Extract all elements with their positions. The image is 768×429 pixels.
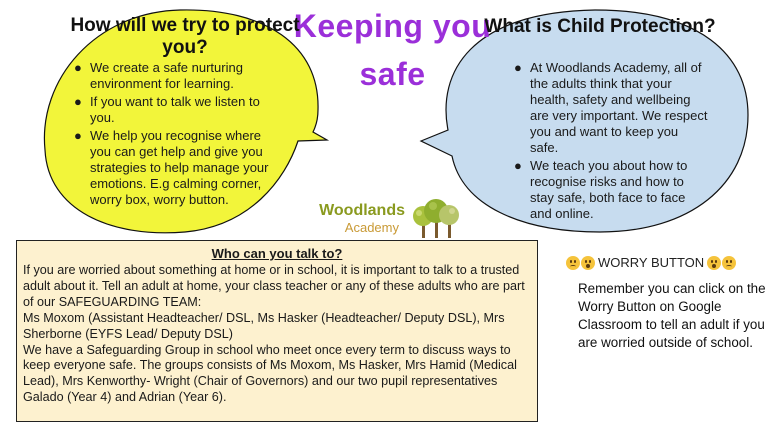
- worry-button-text: Remember you can click on the Worry Button on Google Classroom to tell an adult if you are worried outside of school.: [578, 281, 766, 350]
- list-item-text: We create a safe nurturing environment for learning.: [90, 60, 243, 91]
- worried-face-icon: [566, 256, 580, 270]
- list-item: [508, 158, 708, 222]
- who-can-you-talk-to-box: [16, 240, 538, 422]
- list-item-text: At Woodlands Academy, all of the adults think that your health, safety and wellbeing are very important. We respect you and want to keep you safe.: [530, 60, 708, 155]
- trees-icon: [407, 196, 463, 240]
- left-bubble-heading: How will we try to protect you?: [70, 15, 300, 58]
- talk-box-heading: Who can you talk to?: [211, 246, 343, 261]
- worry-button-heading: [566, 254, 766, 272]
- sad-face-icon: [722, 256, 736, 270]
- list-item: [68, 94, 278, 126]
- logo-name: Woodlands: [319, 202, 405, 219]
- anxious-face-icon: [707, 256, 721, 270]
- talk-box-body: [23, 263, 531, 406]
- left-bubble-list: [68, 60, 278, 210]
- safeguarding-staff-list: Ms Moxom (Assistant Headteacher/ DSL, Ms Hasker (Headteacher/ Deputy DSL), Mrs Sherborne (EYFS Lead/ Deputy DSL): [23, 310, 505, 341]
- list-item: [508, 60, 708, 156]
- bullet-icon: ●: [74, 128, 82, 143]
- list-item: [68, 60, 278, 92]
- right-bubble-heading: What is Child Protection?: [484, 16, 716, 37]
- list-item-text: We teach you about how to recognise risks and how to stay safe, both face to face and online.: [530, 158, 688, 221]
- right-bubble-list: [508, 60, 708, 224]
- logo-subtitle: Academy: [344, 220, 399, 235]
- worry-button-label: WORRY BUTTON: [598, 255, 705, 270]
- list-item: [68, 128, 278, 208]
- list-item-text: If you want to talk we listen to you.: [90, 94, 260, 125]
- school-logo: [305, 196, 465, 242]
- list-item-text: We help you recognise where you can get help and give you strategies to help manage your emotions. E.g calming corner, worry box, worry button.: [90, 128, 269, 207]
- talk-paragraph-2: We have a Safeguarding Group in school who meet once every term to discuss ways to keep everyone safe. The groups consists of Ms Moxom, Ms Hasker, Mrs Hamid (Medical Lead), Mrs Kenworthy- Wright (Chair of Governors) and our two pupil representatives Galado (Year 4) and Adrian (Year 6).: [23, 342, 517, 405]
- surprised-face-icon: [581, 256, 595, 270]
- bullet-icon: ●: [514, 60, 522, 75]
- bullet-icon: ●: [74, 60, 82, 75]
- bullet-icon: ●: [514, 158, 522, 173]
- talk-paragraph-1: If you are worried about something at home or in school, it is important to talk to a trusted adult about it. Tell an adult at home, your class teacher or any of these adults who are part of our SAFEGUARDING TEAM:: [23, 263, 525, 309]
- page-title: Keeping you safe: [293, 8, 492, 92]
- bullet-icon: ●: [74, 94, 82, 109]
